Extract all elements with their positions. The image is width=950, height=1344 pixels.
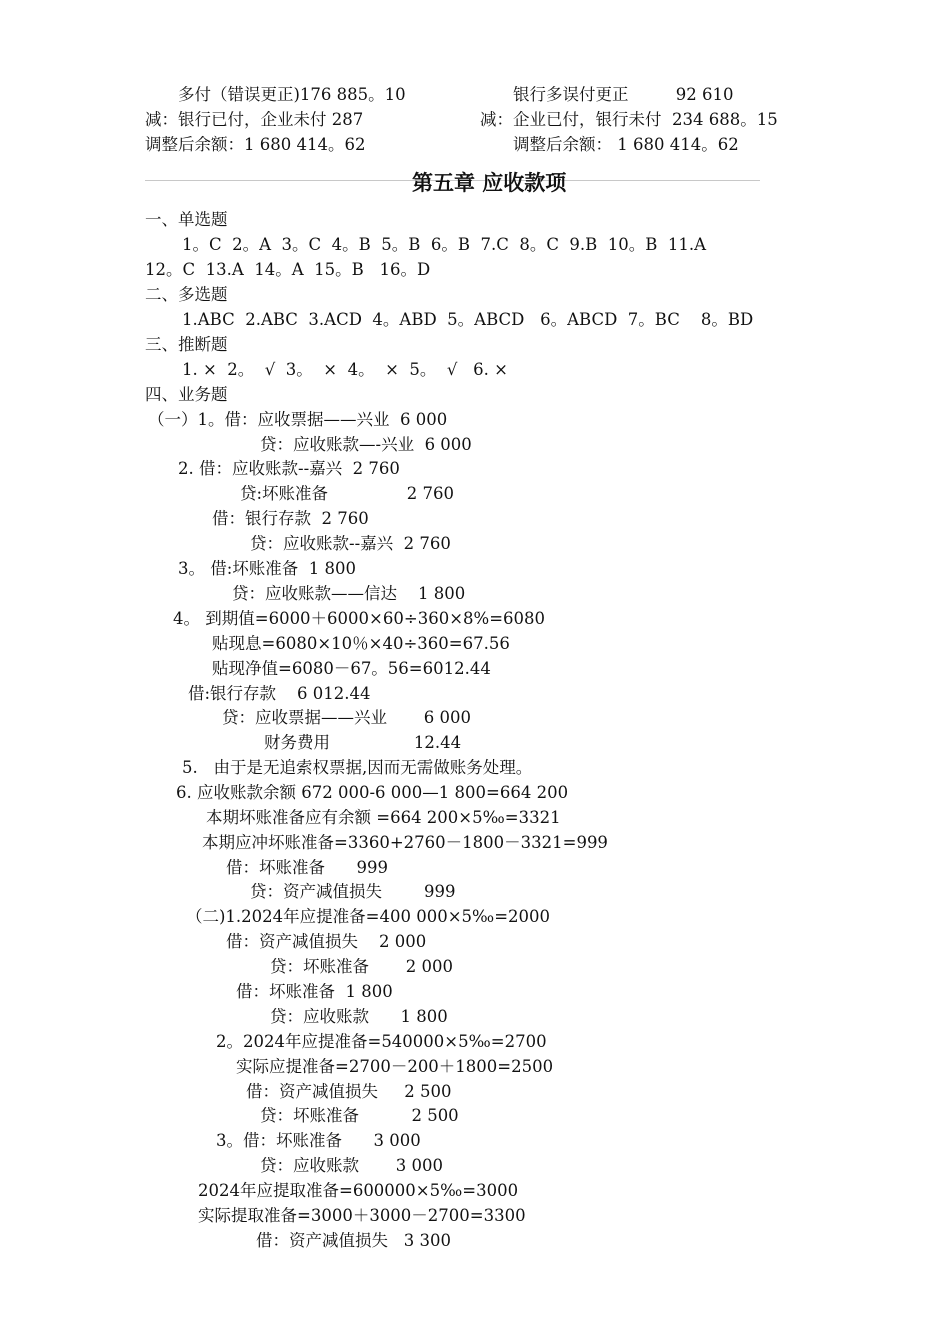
business-line: 借：资产减值损失 2 000: [226, 932, 427, 951]
business-line: 贴现息=6080×10％×40÷360=67.56: [212, 634, 510, 653]
business-line: 借：坏账准备 1 800: [236, 982, 393, 1001]
judgement-answers: 1. × 2。 √ 3。 × 4。 × 5。 √ 6. ×: [182, 360, 508, 379]
business-line: 借：银行存款 2 760: [212, 509, 369, 528]
business-line: 借：资产减值损失 3 300: [256, 1231, 451, 1250]
business-line: 4。 到期值=6000＋6000×60÷360×8%=6080: [173, 609, 546, 628]
business-line: 贷：应收账款--嘉兴 2 760: [250, 534, 451, 553]
business-line: 贷：应收账款 3 000: [260, 1156, 443, 1175]
single-choice-answers-1: 1。C 2。A 3。C 4。B 5。B 6。B 7.C 8。C 9.B 10。B 11.A: [182, 235, 707, 254]
business-line: 本期坏账准备应有余额 =664 200×5‰=3321: [206, 808, 561, 827]
business-line: 贷：应收账款——信达 1 800: [232, 584, 466, 603]
business-line: 5. 由于是无追索权票据,因而无需做账务处理。: [182, 758, 533, 777]
business-line: 贷：应收票据——兴业 6 000: [222, 708, 471, 727]
business-line: 6. 应收账款余额 672 000-6 000—1 800=664 200: [176, 783, 569, 802]
section-heading-business: 四、业务题: [145, 385, 228, 404]
recon-row1-right: 银行多误付更正 92 610: [513, 85, 734, 104]
business-line: 贷：坏账准备 2 000: [270, 957, 453, 976]
business-line: 贴现净值=6080－67。56=6012.44: [212, 659, 491, 678]
business-line: 本期应冲坏账准备=3360+2760－1800－3321=999: [202, 833, 608, 852]
business-line: 贷：坏账准备 2 500: [260, 1106, 459, 1125]
business-line: 借：资产减值损失 2 500: [246, 1082, 452, 1101]
recon-row3-left: 调整后余额：1 680 414。62: [145, 135, 366, 154]
business-line: （二)1.2024年应提准备=400 000×5‰=2000: [186, 907, 551, 926]
recon-row2-right: 减：企业已付，银行未付 234 688。15: [480, 110, 778, 129]
section-heading-judgement: 三、推断题: [145, 335, 228, 354]
single-choice-answers-2: 12。C 13.A 14。A 15。B 16。D: [145, 260, 431, 279]
business-line: 贷：资产减值损失 999: [250, 882, 456, 901]
recon-row1-left: 多付（错误更正)176 885。10: [178, 85, 406, 104]
business-line: 财务费用 12.44: [264, 733, 462, 752]
business-line: 借:银行存款 6 012.44: [188, 684, 371, 703]
business-line: 2024年应提取准备=600000×5‰=3000: [198, 1181, 519, 1200]
business-line: 2。2024年应提准备=540000×5‰=2700: [216, 1032, 547, 1051]
business-line: （一）1。借：应收票据——兴业 6 000: [148, 410, 448, 429]
recon-row3-right: 调整后余额： 1 680 414。62: [513, 135, 739, 154]
business-line: 2. 借：应收账款--嘉兴 2 760: [178, 459, 400, 478]
business-line: 借：坏账准备 999: [226, 858, 388, 877]
section-heading-multi-choice: 二、多选题: [145, 285, 228, 304]
business-line: 贷：应收账款 1 800: [270, 1007, 448, 1026]
recon-row2-left: 减：银行已付，企业未付 287: [145, 110, 364, 129]
chapter-title: 第五章 应收款项: [412, 171, 567, 195]
section-heading-single-choice: 一、单选题: [145, 210, 228, 229]
business-line: 实际应提准备=2700－200＋1800=2500: [236, 1057, 554, 1076]
multi-choice-answers: 1.ABC 2.ABC 3.ACD 4。ABD 5。ABCD 6。ABCD 7。BC 8。BD: [182, 310, 754, 329]
business-line: 3。借：坏账准备 3 000: [216, 1131, 421, 1150]
business-line: 实际提取准备=3000＋3000－2700=3300: [198, 1206, 526, 1225]
business-line: 贷:坏账准备 2 760: [240, 484, 454, 503]
business-line: 3。 借:坏账准备 1 800: [178, 559, 357, 578]
business-line: 贷：应收账款—-兴业 6 000: [260, 435, 472, 454]
